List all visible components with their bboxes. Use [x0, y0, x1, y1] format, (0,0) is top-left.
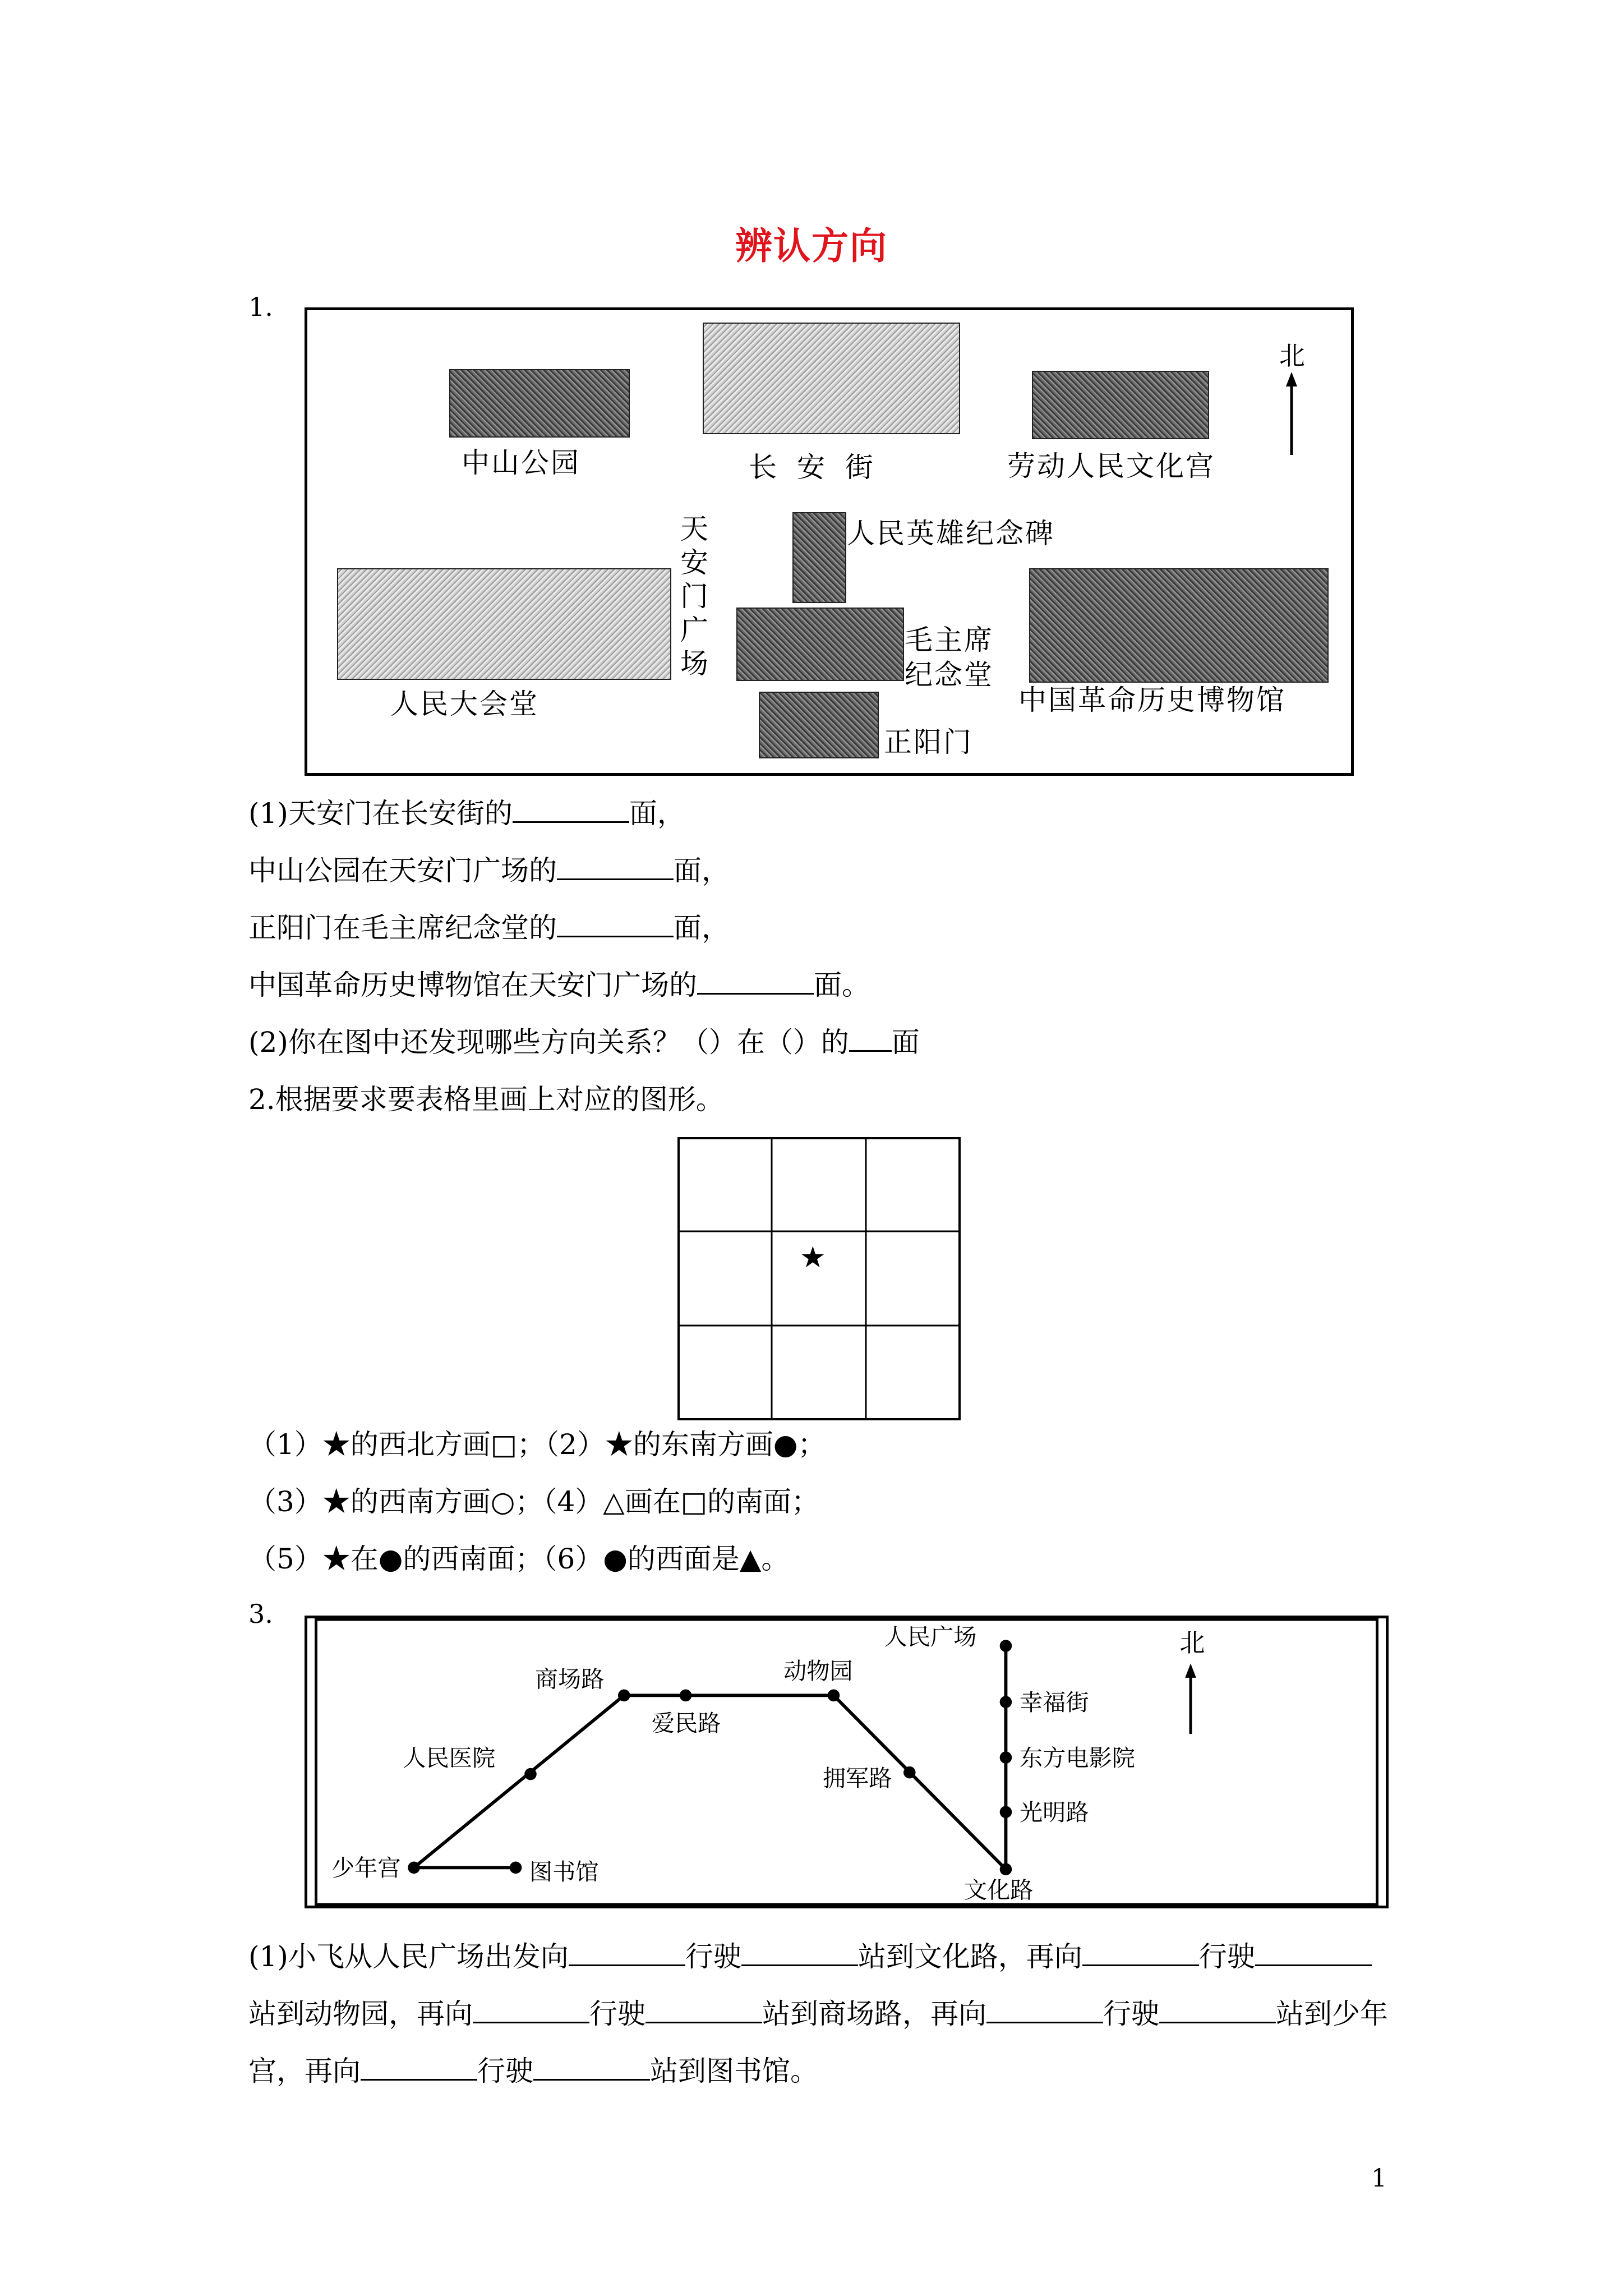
grid-cell-se[interactable]	[867, 1327, 958, 1418]
q1-number: 1.	[248, 292, 273, 322]
q2-line-1: （1）★的西北方画□；（2）★的东南方画●；	[248, 1428, 826, 1461]
north-arrow-icon	[1280, 372, 1303, 456]
stop-dot	[828, 1690, 840, 1702]
zhongshan-park-photo	[449, 369, 630, 438]
answer-blank[interactable]	[849, 1025, 892, 1052]
answer-blank[interactable]	[569, 1940, 685, 1966]
stop-people-hospital: 人民医院	[403, 1744, 496, 1772]
stop-dongfang-cinema: 东方电影院	[1019, 1744, 1135, 1772]
grid-cell-n[interactable]	[773, 1139, 865, 1230]
monument-photo	[792, 512, 846, 603]
grid-cell-nw[interactable]	[680, 1139, 771, 1230]
museum-photo	[1029, 568, 1329, 683]
page-title: 辨认方向	[735, 224, 888, 268]
north-label: 北	[1179, 1627, 1205, 1658]
grid-cell-e[interactable]	[867, 1232, 958, 1324]
stop-xingfu-street: 幸福街	[1019, 1688, 1089, 1716]
workers-palace-label: 劳动人民文化宫	[1007, 450, 1215, 482]
stop-dot	[618, 1690, 630, 1702]
stop-dot	[903, 1766, 916, 1779]
stop-dot	[1000, 1806, 1012, 1818]
mausoleum-label-1: 毛主席	[905, 624, 994, 656]
zhengyangmen-photo	[759, 692, 879, 758]
stop-zoo: 动物园	[783, 1657, 853, 1685]
stop-yongjun-road: 拥军路	[822, 1765, 892, 1792]
stop-guangming-road: 光明路	[1019, 1798, 1089, 1826]
stop-dot	[1000, 1696, 1012, 1708]
tiananmen-square-label: 天安门广场	[680, 513, 708, 680]
answer-blank[interactable]	[533, 2054, 650, 2081]
q3-line-3: 宫，再向 行驶 站到图书馆。	[248, 2055, 818, 2087]
q2-line-2: （3）★的西南方画○；（4）△画在□的南面；	[248, 1485, 819, 1518]
zhengyangmen-label: 正阳门	[884, 726, 973, 758]
stop-aimin-road: 爱民路	[651, 1710, 721, 1737]
stop-dot	[1000, 1751, 1012, 1764]
page-number: 1	[1371, 2164, 1387, 2193]
workers-palace-photo	[1032, 371, 1209, 439]
answer-blank[interactable]	[645, 1997, 762, 2023]
q3-number: 3.	[248, 1599, 273, 1629]
museum-label: 中国革命历史博物馆	[1018, 684, 1286, 716]
stop-library: 图书馆	[529, 1858, 599, 1885]
north-label: 北	[1279, 341, 1307, 371]
mausoleum-label-2: 纪念堂	[905, 659, 994, 691]
tiananmen-photo	[703, 323, 960, 434]
grid-cell-ne[interactable]	[867, 1139, 958, 1230]
answer-blank[interactable]	[1255, 1940, 1372, 1966]
q2-grid	[677, 1137, 961, 1420]
stop-dot	[680, 1690, 692, 1702]
q3-line-2: 站到动物园，再向 行驶 站到商场路，再向 行驶 站到少年	[248, 1998, 1388, 2030]
great-hall-photo	[337, 568, 671, 680]
changan-street-label: 长 安 街	[749, 451, 879, 484]
q3-line-1: (1)小飞从人民广场出发向 行驶 站到文化路，再向 行驶	[248, 1940, 1372, 1973]
answer-blank[interactable]	[361, 2054, 477, 2081]
q1-line-2: 中山公园在天安门广场的 面，	[248, 854, 730, 887]
grid-cell-sw[interactable]	[680, 1327, 771, 1418]
answer-blank[interactable]	[1082, 1940, 1199, 1966]
stop-people-square: 人民广场	[884, 1623, 977, 1651]
monument-label: 人民英雄纪念碑	[847, 517, 1055, 550]
zhongshan-park-label: 中山公园	[462, 447, 580, 479]
stop-dot	[1000, 1640, 1012, 1652]
answer-blank[interactable]	[473, 1997, 589, 2023]
answer-blank[interactable]	[741, 1940, 858, 1966]
q1-map	[305, 307, 1354, 776]
star-icon: ★	[800, 1241, 826, 1274]
stop-dot	[510, 1862, 522, 1874]
q1-line-1: (1)天安门在长安街的 面，	[248, 797, 685, 830]
stop-shangchang-road: 商场路	[534, 1665, 605, 1693]
answer-blank[interactable]	[513, 797, 629, 823]
q2-prompt: 2.根据要求要表格里画上对应的图形。	[248, 1083, 724, 1116]
stop-dot	[524, 1768, 537, 1780]
stop-dot	[408, 1862, 420, 1874]
q1-part-2: (2)你在图中还发现哪些方向关系？（）在（）的 面	[248, 1026, 920, 1059]
answer-blank[interactable]	[1159, 1997, 1276, 2023]
mausoleum-photo	[736, 608, 904, 681]
great-hall-label: 人民大会堂	[390, 688, 539, 720]
answer-blank[interactable]	[557, 854, 674, 880]
north-arrow-icon	[1185, 1663, 1196, 1734]
grid-cell-w[interactable]	[680, 1232, 771, 1324]
answer-blank[interactable]	[557, 911, 674, 937]
q1-line-3: 正阳门在毛主席纪念堂的 面，	[248, 912, 730, 944]
q3-route-map	[305, 1616, 1389, 1908]
answer-blank[interactable]	[697, 968, 814, 995]
stop-dot	[1000, 1863, 1012, 1875]
stop-children-palace: 少年宫	[331, 1855, 401, 1882]
q1-line-4: 中国革命历史博物馆在天安门广场的 面。	[248, 969, 870, 1001]
answer-blank[interactable]	[986, 1997, 1103, 2023]
q2-line-3: （5）★在●的西南面；（6）●的西面是▲。	[248, 1543, 790, 1575]
grid-cell-s[interactable]	[773, 1327, 865, 1418]
stop-wenhua-road: 文化路	[963, 1876, 1034, 1904]
